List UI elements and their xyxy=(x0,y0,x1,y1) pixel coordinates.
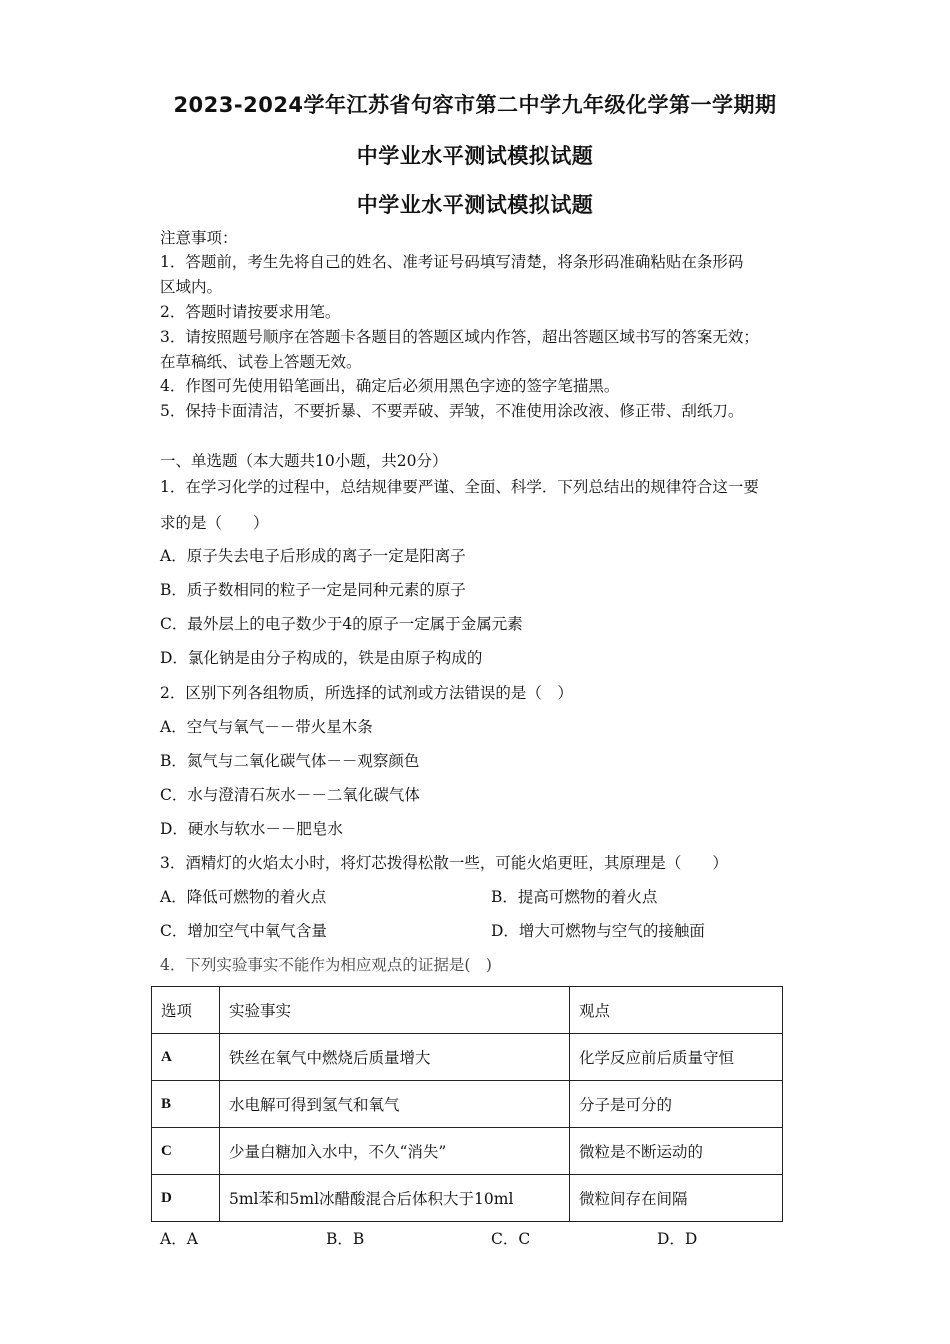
q4-stem: 4．下列实验事实不能作为相应观点的证据是( ) xyxy=(160,956,492,974)
q2-stem: 2．区别下列各组物质，所选择的试剂或方法错误的是（ ） xyxy=(160,684,573,702)
title-line-3: 中学业水平测试模拟试题 xyxy=(356,193,594,217)
table-cell: A xyxy=(152,1034,220,1081)
title-line-1: 2023-2024学年江苏省句容市第二中学九年级化学第一学期期 xyxy=(173,93,777,117)
note-3-line-1: 3．请按照题号顺序在答题卡各题目的答题区域内作答，超出答题区域书写的答案无效； xyxy=(160,328,759,346)
q1-stem-line-1: 1．在学习化学的过程中，总结规律要严谨、全面、科学．下列总结出的规律符合这一要 xyxy=(160,478,759,496)
note-4: 4．作图可先使用铅笔画出，确定后必须用黑色字迹的签字笔描黑。 xyxy=(160,377,620,395)
q3-stem: 3．酒精灯的火焰太小时，将灯芯拨得松散一些，可能火焰更旺，其原理是（ ） xyxy=(160,854,728,872)
table-cell: 化学反应前后质量守恒 xyxy=(570,1034,783,1081)
notes-heading: 注意事项： xyxy=(160,229,238,247)
table-header-cell: 观点 xyxy=(570,987,783,1034)
q3-option-b: B．提高可燃物的着火点 xyxy=(491,888,658,906)
table-row xyxy=(152,1034,783,1081)
table-cell: C xyxy=(152,1128,220,1175)
table-cell: 水电解可得到氢气和氧气 xyxy=(220,1081,570,1128)
q4-option-a: A．A xyxy=(160,1230,198,1248)
q2-option-c: C．水与澄清石灰水－－二氧化碳气体 xyxy=(160,786,420,804)
note-5: 5．保持卡面清洁，不要折暴、不要弄破、弄皱，不准使用涂改液、修正带、刮纸刀。 xyxy=(160,402,744,420)
table-cell: 微粒是不断运动的 xyxy=(570,1128,783,1175)
q1-stem-line-2: 求的是（ ） xyxy=(160,514,269,532)
table-cell: 微粒间存在间隔 xyxy=(570,1175,783,1222)
table-row xyxy=(152,1081,783,1128)
q4-option-b: B．B xyxy=(326,1230,365,1248)
table-cell: B xyxy=(152,1081,220,1128)
q4-option-c: C．C xyxy=(491,1230,531,1248)
table-header-row xyxy=(152,987,783,1034)
table-header-cell: 选项 xyxy=(152,987,220,1034)
q3-option-c: C．增加空气中氧气含量 xyxy=(160,922,327,940)
table-cell: 铁丝在氧气中燃烧后质量增大 xyxy=(220,1034,570,1081)
table-header-cell: 实验事实 xyxy=(220,987,570,1034)
table-row xyxy=(152,1175,783,1222)
table-cell: D xyxy=(152,1175,220,1222)
note-1-line-1: 1．答题前，考生先将自己的姓名、准考证号码填写清楚，将条形码准确粘贴在条形码 xyxy=(160,253,744,271)
q4-table xyxy=(151,986,783,1222)
q1-option-b: B．质子数相同的粒子一定是同种元素的原子 xyxy=(160,581,466,599)
q2-option-a: A．空气与氧气－－带火星木条 xyxy=(160,718,373,736)
table-row xyxy=(152,1128,783,1175)
title-line-2: 中学业水平测试模拟试题 xyxy=(356,144,594,168)
table-cell: 少量白糖加入水中，不久“消失” xyxy=(220,1128,570,1175)
q1-option-d: D．氯化钠是由分子构成的，铁是由原子构成的 xyxy=(160,649,483,667)
q4-option-d: D．D xyxy=(657,1230,698,1248)
table-cell: 5ml苯和5ml冰醋酸混合后体积大于10ml xyxy=(220,1175,570,1222)
table-cell: 分子是可分的 xyxy=(570,1081,783,1128)
q1-option-a: A．原子失去电子后形成的离子一定是阳离子 xyxy=(160,547,466,565)
note-1-line-2: 区域内。 xyxy=(160,278,223,296)
q2-option-b: B．氮气与二氧化碳气体－－观察颜色 xyxy=(160,752,420,770)
q2-option-d: D．硬水与软水－－肥皂水 xyxy=(160,820,343,838)
section-heading: 一、单选题（本大题共10小题，共20分） xyxy=(160,452,448,470)
note-3-line-2: 在草稿纸、试卷上答题无效。 xyxy=(160,353,362,371)
q3-option-a: A．降低可燃物的着火点 xyxy=(160,888,327,906)
note-2: 2．答题时请按要求用笔。 xyxy=(160,303,341,321)
q1-option-c: C．最外层上的电子数少于4的原子一定属于金属元素 xyxy=(160,615,523,633)
q3-option-d: D．增大可燃物与空气的接触面 xyxy=(491,922,705,940)
